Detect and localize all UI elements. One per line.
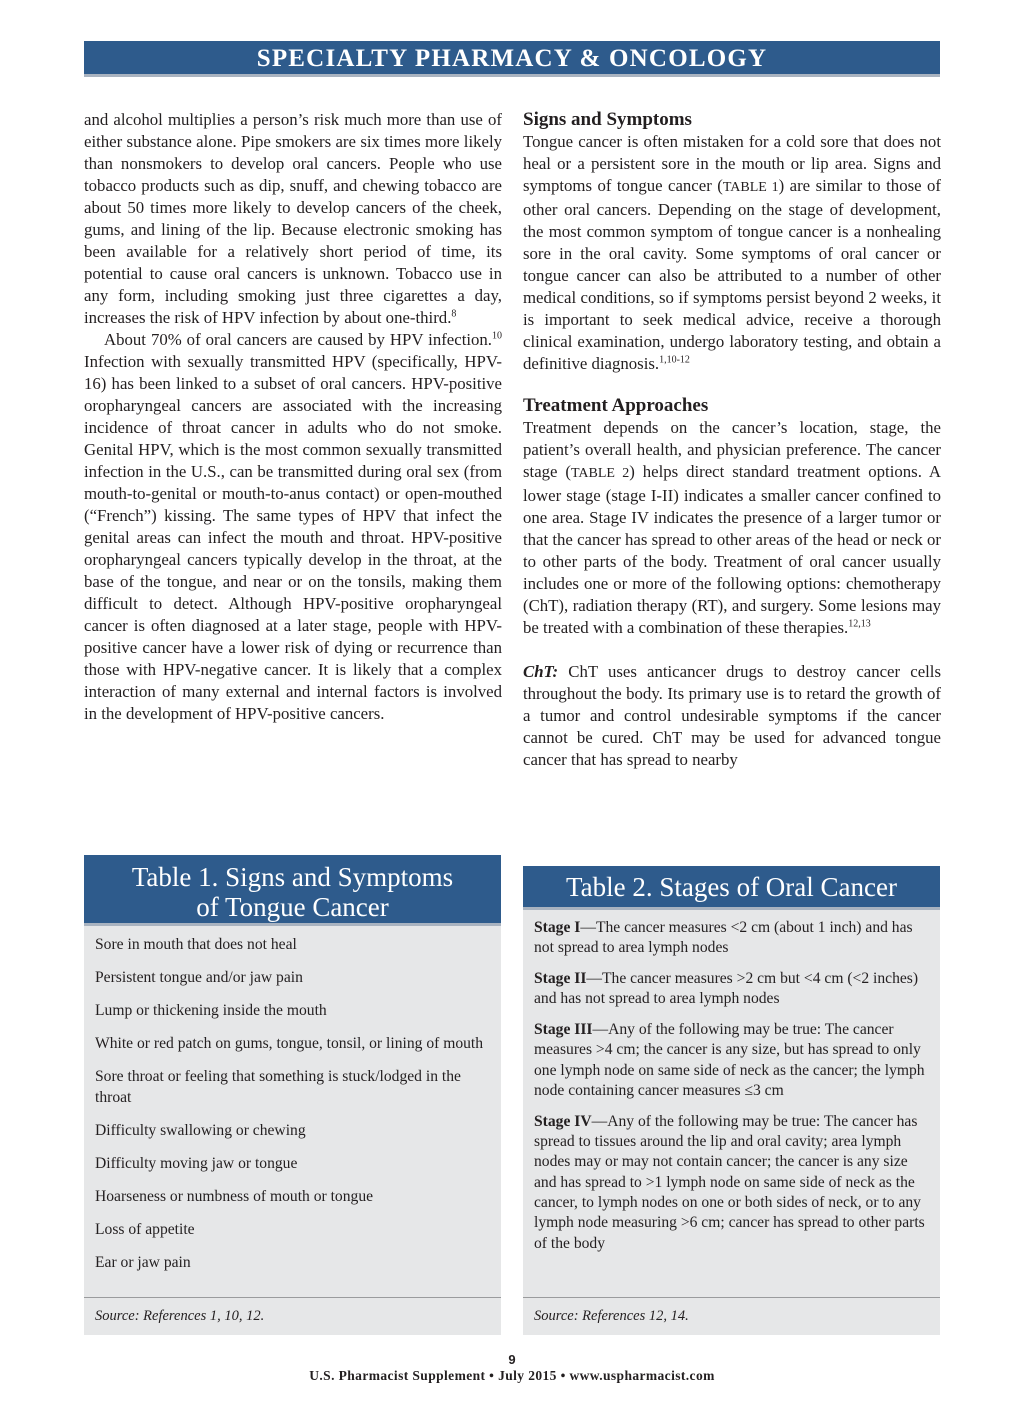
table-stages [523,866,940,1335]
list-item: Difficulty moving jaw or tongue [95,1154,298,1172]
table-reference: TABLE 1 [722,180,779,195]
page-footer: U.S. Pharmacist Supplement • July 2015 • www.uspharmacist.com [309,1368,715,1383]
reference-superscript: 8 [451,308,457,320]
body-paragraph: About 70% of oral cancers are caused by HPV infection.$^{10}$ Infection with sexually transmitted HPV (specifically, HPV-16) has been linked to a subset of oral cancers. HPV-positive oropharyngeal cancers are associated with the increasing incidence of throat cancer in adults who do not smoke. Genital HPV, which is the most common sexually transmitted infection in the U.S., can be transmitted during oral sex (from mouth-to-genital or mouth-to-anus contact) or open-mouthed (“French”) kissing. The same types of HPV that infect the genital areas can infect the mouth and throat. HPV-positive oropharyngeal cancers typically develop in the throat, at the base of the tongue, and near or on the tonsils, making them difficult to detect. Although HPV-positive oropharyngeal cancer is often diagnosed at a later stage, people with HPV-positive cancer have a lower risk of dying or recurrence than those with HPV-negative cancer. It is likely that a complex interaction of many external and internal factors is involved in the development of HPV-positive cancers. [84,330,502,723]
left-column [84,109,502,725]
right-column [523,109,941,771]
stage-entry: Stage III—Any of the following may be true: The cancer measures >4 cm; the cancer is any size, but has spread to only one lymph node on same side of neck as the cancer; the lymph node containing cancer measures ≤3 cm [534,1021,925,1100]
list-item: Hoarseness or numbness of mouth or tongue [95,1187,374,1205]
list-item: White or red patch on gums, tongue, tonsil, or lining of mouth [95,1035,484,1052]
stage-entry: Stage I—The cancer measures <2 cm (about 1 inch) and has not spread to area lymph nodes [534,919,913,957]
reference-superscript: 1,10-12 [659,354,690,366]
table-title: Table 1. Signs and Symptoms of Tongue Cancer [84,855,501,926]
list-item: Difficulty swallowing or chewing [95,1121,306,1139]
list-item: Sore throat or feeling that something is stuck/lodged in the throat [95,1068,461,1106]
list-item: Persistent tongue and/or jaw pain [95,969,303,986]
table-title: Table 2. Stages of Oral Cancer [523,866,940,910]
reference-superscript: 12,13 [848,618,871,630]
body-paragraph: ChT: ChT uses anticancer drugs to destroy cancer cells throughout the body. Its primary use is to retard the growth of a tumor and control undesirable symptoms if the cancer cannot be cured. ChT may be used for advanced tongue cancer that has spread to nearby [523,662,941,769]
page-number: 9 [508,1352,516,1367]
stage-list [523,910,940,1254]
list-item: Lump or thickening inside the mouth [95,1002,327,1019]
body-paragraph: and alcohol multiplies a person’s risk much more than use of either substance alone. Pipe smokers are six times more likely than nonsmokers to develop oral cancers. People who use tobacco products such as dip, snuff, and chewing tobacco are about 50 times more likely to develop cancers of the cheek, gums, and lining of the lip. Because electronic smoking has been available for a relatively short period of time, its potential to cause oral cancers is unknown. Tobacco use in any form, including smoking just three cigarettes a day, increases the risk of HPV infection by about one-third.$^8$ [84,110,502,327]
body-paragraph: Tongue cancer is often mistaken for a cold sore that does not heal or a persistent sore in the mouth or lip area. Signs and symptoms of tongue cancer (TABLE 1) are similar to those of other oral cancers. Depending on the stage of development, the most common symptom of tongue cancer is a nonhealing sore in the oral cavity. Some symptoms of oral cancer or tongue cancer can also be attributed to a number of other medical conditions, so if symptoms persist beyond 2 weeks, it is important to seek medical advice, receive a thorough clinical examination, undergo laboratory testing, and obtain a definitive diagnosis.$^{1,10-12}$ [523,132,942,373]
list-item: Ear or jaw pain [95,1253,191,1271]
run-in-heading: ChT: [523,662,559,681]
symptom-list [84,926,501,1273]
list-item: Loss of appetite [95,1220,195,1238]
reference-superscript: 10 [492,330,502,342]
section-heading: Treatment Approaches [523,395,709,416]
table-source: Source: References 12, 14. [523,1297,940,1335]
stage-entry: Stage IV—Any of the following may be true: The cancer has spread to tissues around the lip and oral cavity; area lymph nodes may or may not contain cancer; the cancer is any size and has spread to >1 lymph node on same side of neck as the cancer, to lymph nodes on one or both sides of neck, or to any lymph node measuring >6 cm; cancer has spread to other parts of the body [534,1112,925,1252]
table-reference: TABLE 2 [571,466,630,481]
list-item: Sore in mouth that does not heal [95,936,297,953]
stage-entry: Stage II—The cancer measures >2 cm but <4 cm (<2 inches) and has not spread to area lymph nodes [534,970,919,1008]
table-source: Source: References 1, 10, 12. [84,1297,501,1335]
section-heading: Signs and Symptoms [523,109,692,130]
body-paragraph: Treatment depends on the cancer’s location, stage, the patient’s overall health, and physician preference. The cancer stage (TABLE 2) helps direct standard treatment options. A lower stage (stage I-II) indicates a smaller cancer confined to one area. Stage IV indicates the presence of a larger tumor or that the cancer has spread to other areas of the head or neck or to other parts of the body. Treatment of oral cancer usually includes one or more of the following options: chemotherapy (ChT), radiation therapy (RT), and surgery. Some lesions may be treated with a combination of these therapies.$^{12,13}$ [523,418,942,637]
table-signs-symptoms [84,855,501,1335]
section-header: SPECIALTY PHARMACY & ONCOLOGY [84,41,940,77]
